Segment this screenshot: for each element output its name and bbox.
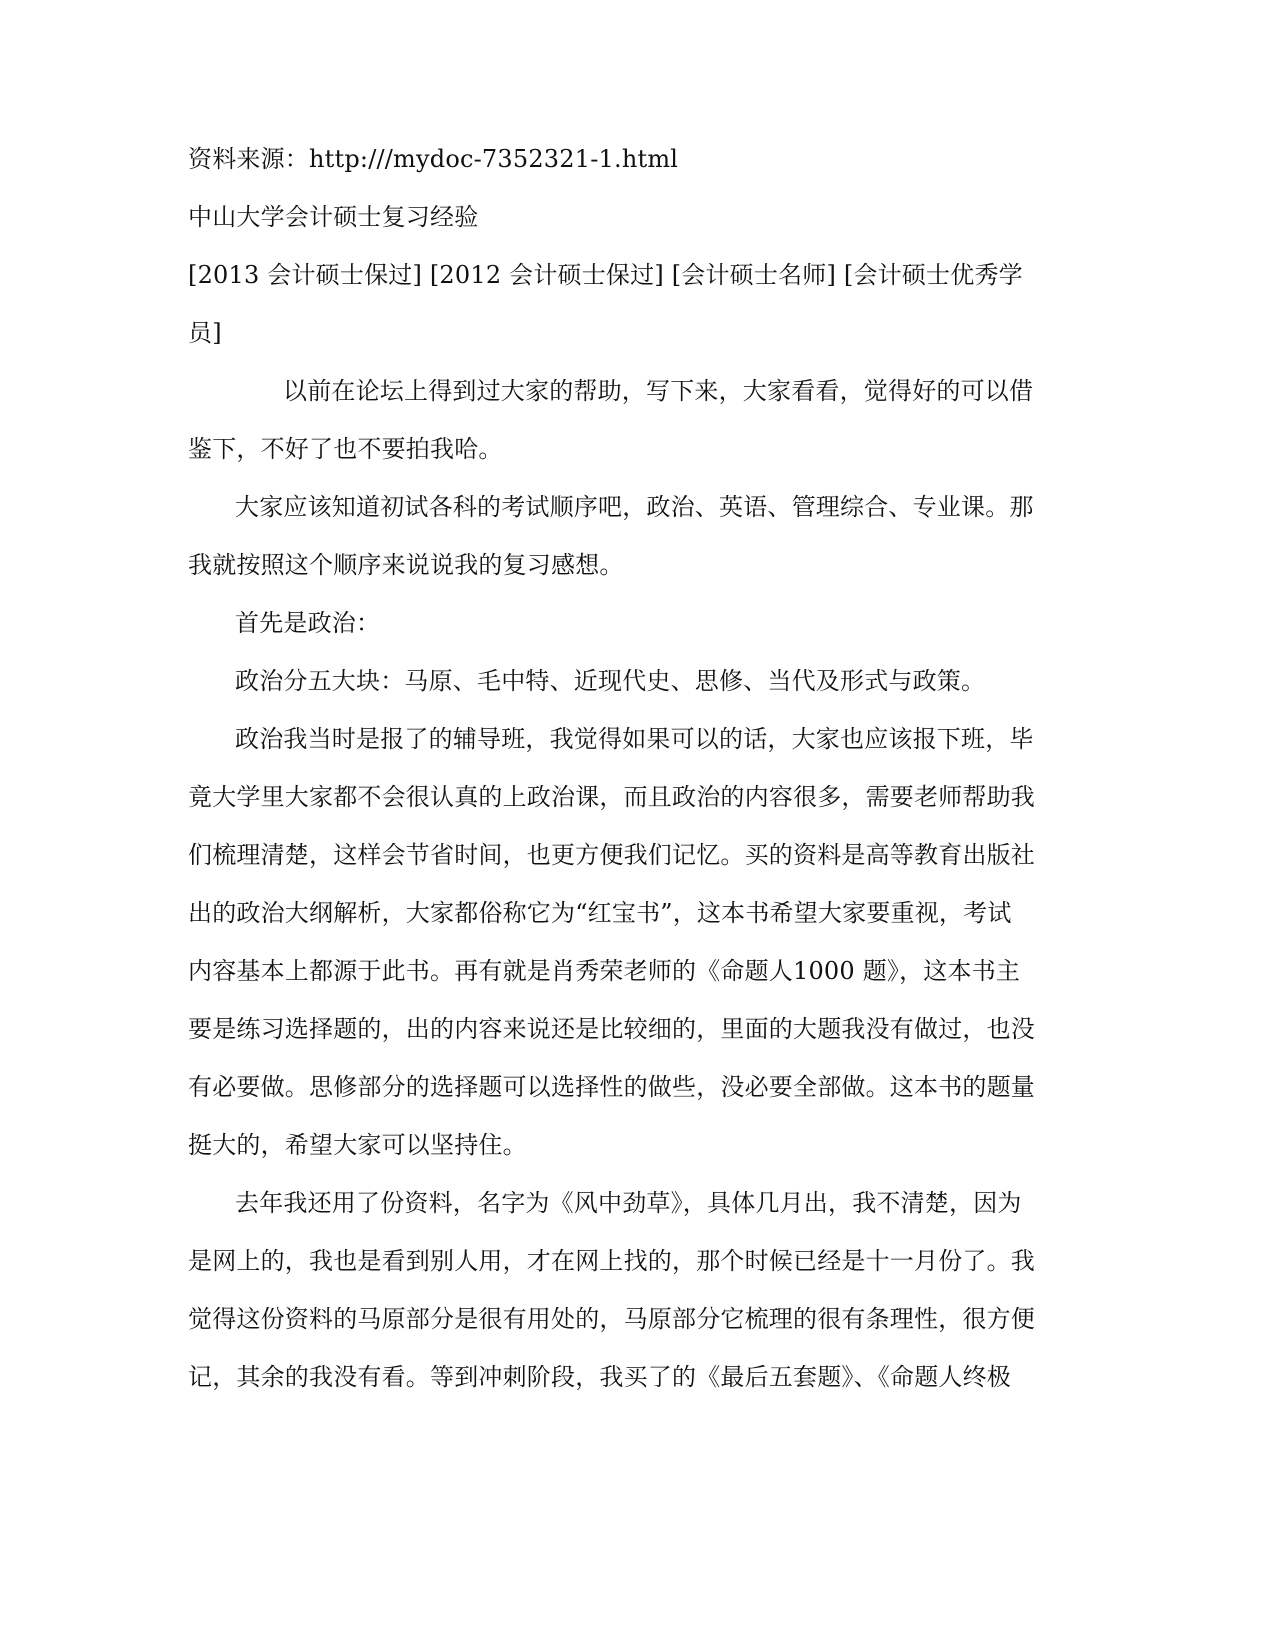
paragraph-line: 们梳理清楚，这样会节省时间，也更方便我们记忆。买的资料是高等教育出版社 [188,841,1035,869]
paragraph-line: 大家应该知道初试各科的考试顺序吧，政治、英语、管理综合、专业课。那 [235,493,1034,521]
paragraph-line: 政治我当时是报了的辅导班，我觉得如果可以的话，大家也应该报下班，毕 [235,725,1034,753]
paragraph-line: 是网上的，我也是看到别人用，才在网上找的，那个时候已经是十一月份了。我 [188,1247,1035,1275]
paragraph-line: 以前在论坛上得到过大家的帮助，写下来，大家看看，觉得好的可以借 [283,377,1034,405]
section-heading: 首先是政治： [235,609,381,637]
tags-line-cont: 员] [188,319,222,347]
paragraph-line: 政治分五大块：马原、毛中特、近现代史、思修、当代及形式与政策。 [235,667,986,695]
tags-line: [2013 会计硕士保过] [2012 会计硕士保过] [会计硕士名师] [会计硕士优秀学 [188,261,1023,289]
paragraph-line: 我就按照这个顺序来说说我的复习感想。 [188,551,624,579]
source-line: 资料来源：http:///mydoc-7352321-1.html [188,145,679,173]
paragraph-line: 觉得这份资料的马原部分是很有用处的，马原部分它梳理的很有条理性，很方便 [188,1305,1035,1333]
paragraph-line: 竟大学里大家都不会很认真的上政治课，而且政治的内容很多，需要老师帮助我 [188,783,1035,811]
paragraph-line: 记，其余的我没有看。等到冲刺阶段，我买了的《最后五套题》、《命题人终极 [188,1363,1011,1391]
paragraph-line: 挺大的，希望大家可以坚持住。 [188,1131,527,1159]
paragraph-line: 鉴下，不好了也不要拍我哈。 [188,435,503,463]
paragraph-line: 有必要做。思修部分的选择题可以选择性的做些，没必要全部做。这本书的题量 [188,1073,1035,1101]
document-title: 中山大学会计硕士复习经验 [188,203,479,231]
paragraph-line: 要是练习选择题的，出的内容来说还是比较细的，里面的大题我没有做过，也没 [188,1015,1035,1043]
paragraph-line: 内容基本上都源于此书。再有就是肖秀荣老师的《命题人1000 题》，这本书主 [188,957,1021,985]
paragraph-line: 去年我还用了份资料，名字为《风中劲草》，具体几月出，我不清楚，因为 [235,1189,1022,1217]
paragraph-line: 出的政治大纲解析，大家都俗称它为“红宝书”，这本书希望大家要重视，考试 [188,899,1012,927]
